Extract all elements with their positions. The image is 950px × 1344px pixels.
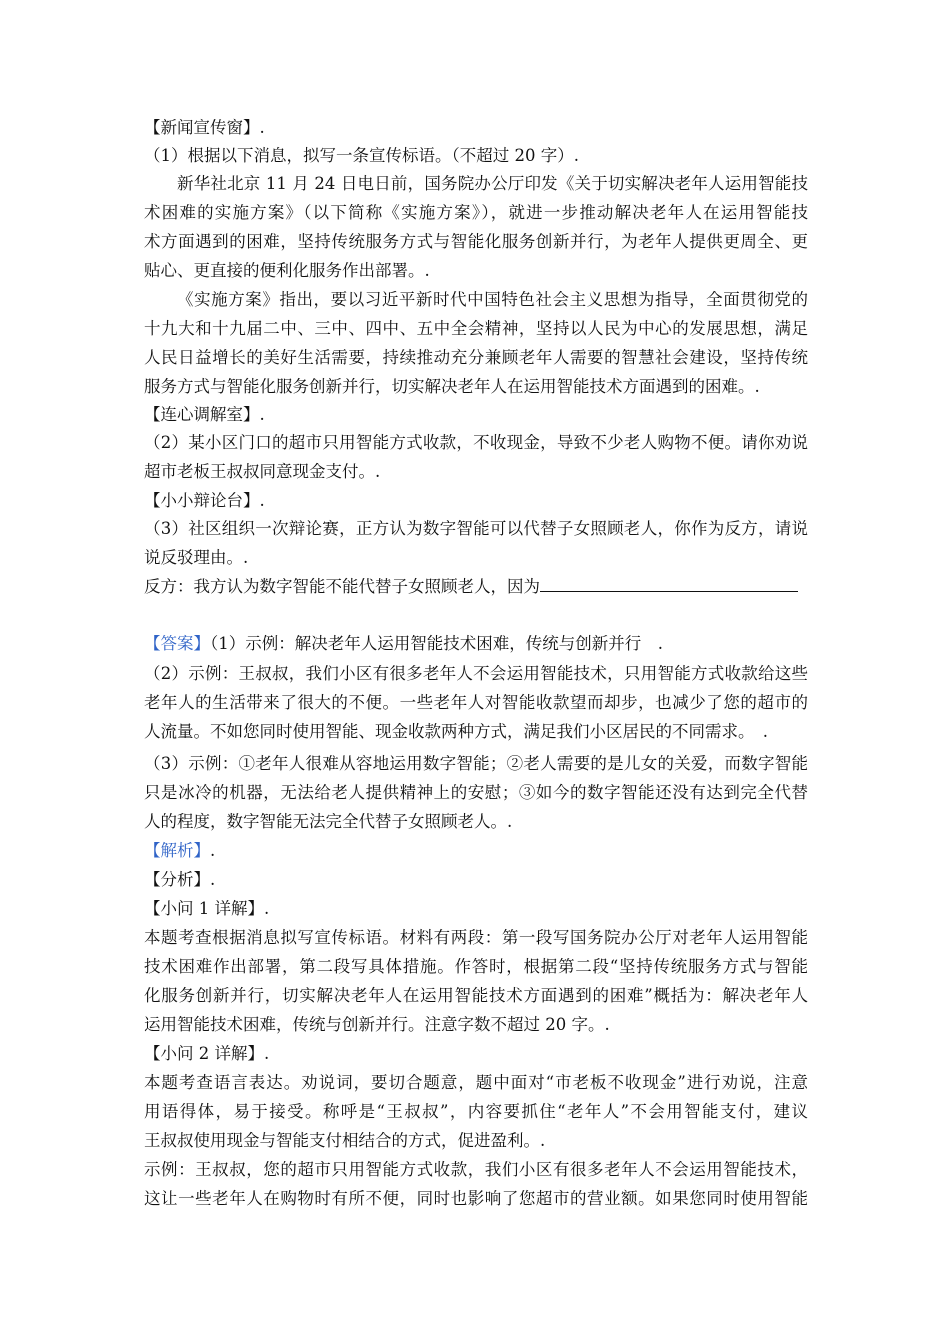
news-paragraph-2-line: 人民日益增长的美好生活需要，持续推动充分兼顾老年人需要的智慧社会建设，坚持传统 bbox=[144, 348, 808, 367]
sub-question-2-text-line: 王叔叔使用现金与智能支付相结合的方式，促进盈利。. bbox=[144, 1131, 546, 1150]
answer-3-line: （3）示例：①老年人很难从容地运用数字智能；②老人需要的是儿女的关爱，而数字智能 bbox=[144, 754, 808, 773]
example-text-line: 这让一些老年人在购物时有所不便，同时也影响了您超市的营业额。如果您同时使用智能 bbox=[144, 1189, 808, 1208]
sub-question-1-header: 【小问 1 详解】. bbox=[144, 899, 270, 918]
news-paragraph-2-line: 十九大和十九届二中、三中、四中、五中全会精神，坚持以人民为中心的发展思想，满足 bbox=[144, 319, 808, 338]
sub-question-2-text-line: 用语得体，易于接受。称呼是“王叔叔”，内容要抓住“老年人”不会用智能支付，建议 bbox=[144, 1102, 808, 1121]
news-paragraph-2-line: 服务方式与智能化服务创新并行，切实解决老年人在运用智能技术方面遇到的困难。. bbox=[144, 377, 760, 396]
fenxi-header: 【分析】. bbox=[144, 870, 216, 889]
news-paragraph-1-line: 贴心、更直接的便利化服务作出部署。. bbox=[144, 261, 430, 280]
answer-1-text: （1）示例：解决老年人运用智能技术困难，传统与创新并行 . bbox=[210, 634, 663, 653]
analysis-header bbox=[144, 837, 808, 865]
analysis-dot: . bbox=[210, 841, 216, 860]
sub-question-1-text-line: 化服务创新并行，切实解决老年人在运用智能技术方面遇到的困难”概括为：解决老年人 bbox=[144, 986, 808, 1005]
sub-question-2-text-line: 本题考查语言表达。劝说词，要切合题意，题中面对“市老板不收现金”进行劝说，注意 bbox=[144, 1073, 808, 1092]
example-text-line: 示例：王叔叔，您的超市只用智能方式收款，我们小区有很多老年人不会运用智能技术， bbox=[144, 1160, 808, 1179]
sub-question-1-text-line: 技术困难作出部署，第二段写具体措施。作答时，根据第二段“坚持传统服务方式与智能 bbox=[144, 957, 808, 976]
answer-2-line: 人流量。不如您同时使用智能、现金收款两种方式，满足我们小区居民的不同需求。 . bbox=[144, 722, 768, 741]
news-paragraph-1-line: 新华社北京 11 月 24 日电日前，国务院办公厅印发《关于切实解决老年人运用智能技 bbox=[177, 174, 808, 193]
answer-2-line: （2）示例：王叔叔，我们小区有很多老年人不会运用智能技术，只用智能方式收款给这些 bbox=[144, 664, 808, 683]
news-paragraph-1-line: 术困难的实施方案》（以下简称《实施方案》），就进一步推动解决老年人在运用智能技 bbox=[144, 203, 808, 222]
question-2-prompt-line: 超市老板王叔叔同意现金支付。. bbox=[144, 462, 381, 481]
question-3-prompt-line: （3）社区组织一次辩论赛，正方认为数字智能可以代替子女照顾老人，你作为反方，请说 bbox=[144, 519, 808, 538]
analysis-tag: 【解析】 bbox=[144, 841, 210, 860]
answer-line-prefix: 反方：我方认为数字智能不能代替子女照顾老人，因为 bbox=[144, 577, 540, 596]
question-2-prompt-line: （2）某小区门口的超市只用智能方式收款，不收现金，导致不少老人购物不便。请你劝说 bbox=[144, 433, 808, 452]
question-3-prompt-line: 说反驳理由。. bbox=[144, 548, 249, 567]
answer-tag: 【答案】 bbox=[144, 634, 210, 653]
section-header-debate: 【小小辩论台】. bbox=[144, 491, 265, 510]
question-1-prompt: （1）根据以下消息，拟写一条宣传标语。（不超过 20 字）. bbox=[144, 146, 579, 165]
section-header-mediation: 【连心调解室】. bbox=[144, 405, 265, 424]
sub-question-1-text-line: 运用智能技术困难，传统与创新并行。注意字数不超过 20 字。. bbox=[144, 1015, 610, 1034]
news-paragraph-1-line: 术方面遇到的困难，坚持传统服务方式与智能化服务创新并行，为老年人提供更周全、更 bbox=[144, 232, 808, 251]
sub-question-1-text-line: 本题考查根据消息拟写宣传标语。材料有两段：第一段写国务院办公厅对老年人运用智能 bbox=[144, 928, 808, 947]
answer-1 bbox=[144, 630, 808, 658]
answer-2-line: 老年人的生活带来了很大的不便。一些老年人对智能收款望而却步，也减少了您的超市的 bbox=[144, 693, 808, 712]
news-paragraph-2-line: 《实施方案》指出，要以习近平新时代中国特色社会主义思想为指导，全面贯彻党的 bbox=[177, 290, 808, 309]
answer-3-line: 只是冰冷的机器，无法给老人提供精神上的安慰；③如今的数字智能还没有达到完全代替 bbox=[144, 783, 808, 802]
answer-blank[interactable] bbox=[540, 573, 798, 592]
section-header-news: 【新闻宣传窗】. bbox=[144, 118, 265, 137]
answer-3-line: 人的程度，数字智能无法完全代替子女照顾老人。. bbox=[144, 812, 513, 831]
question-3-answer-line bbox=[144, 573, 808, 601]
sub-question-2-header: 【小问 2 详解】. bbox=[144, 1044, 270, 1063]
